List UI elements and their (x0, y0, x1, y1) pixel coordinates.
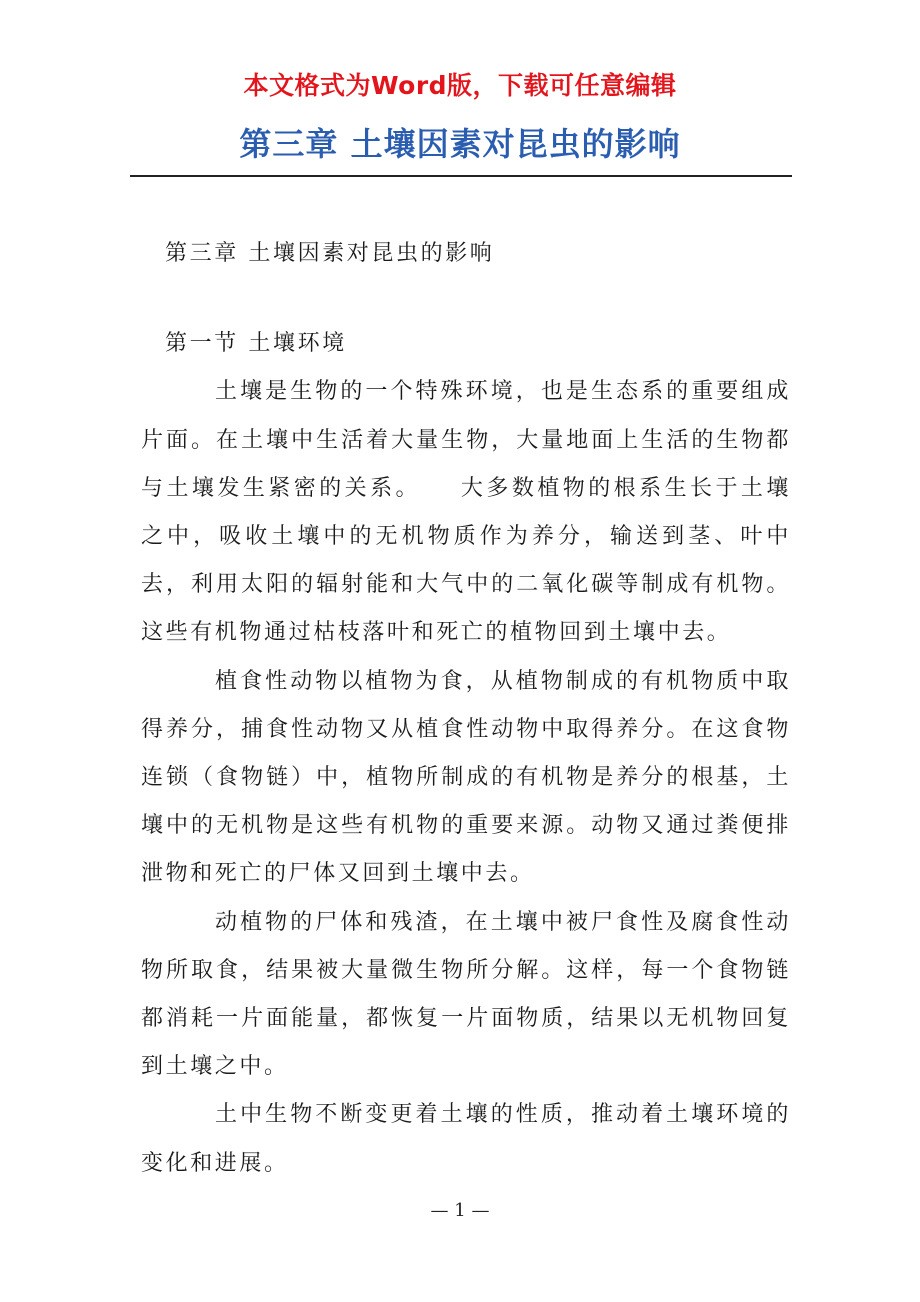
format-notice-banner: 本文格式为Word版，下载可任意编辑 (243, 71, 677, 100)
document-body (141, 230, 791, 1188)
page-number: — 1 — (430, 1200, 490, 1221)
paragraph: 动植物的尸体和残渣，在土壤中被尸食性及腐食性动物所取食，结果被大量微生物所分解。这样，每一个食物链都消耗一片面能量，都恢复一片面物质，结果以无机物回复到土壤之中。 (141, 909, 791, 1080)
chapter-heading: 第三章 土壤因素对昆虫的影响 (165, 241, 495, 266)
paragraph: 植食性动物以植物为食，从植物制成的有机物质中取得养分，捕食性动物又从植食性动物中取得养分。在这食物连锁（食物链）中，植物所制成的有机物是养分的根基，土壤中的无机物是这些有机物的重要来源。动物又通过粪便排泄物和死亡的尸体又回到土壤中去。 (141, 668, 791, 887)
title-divider (130, 175, 792, 177)
section-heading: 第一节 土壤环境 (165, 331, 347, 357)
paragraph: 土壤是生物的一个特殊环境，也是生态系的重要组成片面。在土壤中生活着大量生物，大量地面上生活的生物都与土壤发生紧密的关系。 大多数植物的根系生长于土壤之中，吸收土壤中的无机物质作为养分，输送到茎、叶中去，利用太阳的辐射能和大气中的二氧化碳等制成有机物。这些有机物通过枯枝落叶和死亡的植物回到土壤中去。 (141, 379, 791, 646)
paragraph: 土中生物不断变更着土壤的性质，推动着土壤环境的变化和进展。 (141, 1102, 791, 1176)
document-title: 第三章 土壤因素对昆虫的影响 (239, 125, 681, 163)
